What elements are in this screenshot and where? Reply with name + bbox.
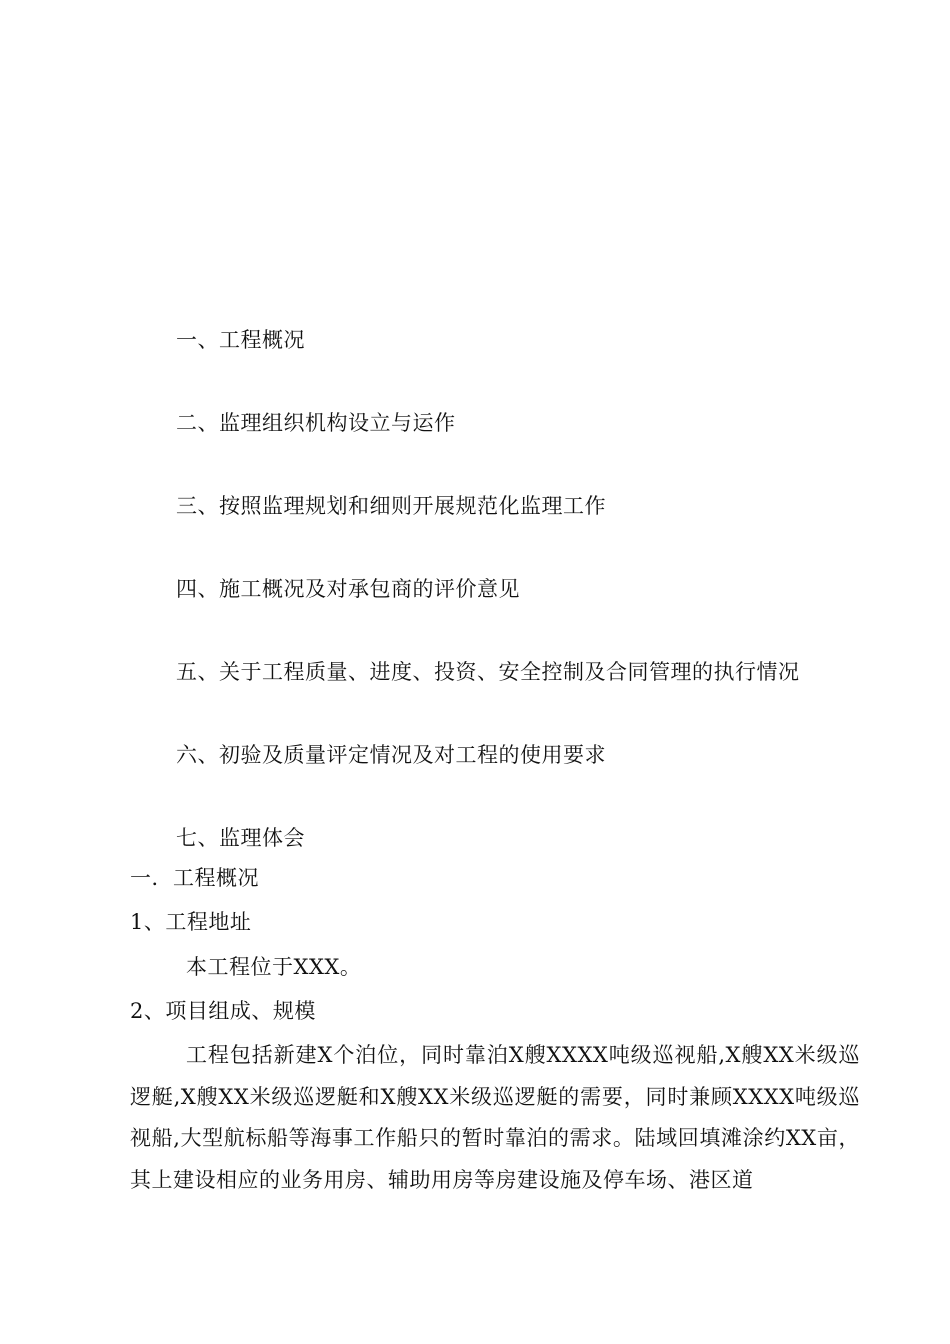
toc-item-7: 七、监理体会 — [176, 826, 305, 850]
scale-paragraph: 工程包括新建X个泊位，同时靠泊X艘XXXX吨级巡视船,X艘XX米级巡逻艇,X艘XX米级巡逻艇和X艘XX米级巡逻艇的需要，同时兼顾XXXX吨级巡视船,大型航标船等海事工作船只的暂时靠泊的需求。陆域回填滩涂约XX亩，其上建设相应的业务用房、辅助用房等房建设施及停车场、港区道 — [130, 1043, 860, 1192]
toc-item-2: 二、监理组织机构设立与运作 — [176, 411, 456, 435]
address-text: 本工程位于XXX。 — [186, 955, 362, 979]
toc-item-6: 六、初验及质量评定情况及对工程的使用要求 — [176, 743, 606, 767]
toc-item-5: 五、关于工程质量、进度、投资、安全控制及合同管理的执行情况 — [176, 660, 800, 684]
section-heading: 一．工程概况 — [130, 866, 259, 890]
toc-item-1: 一、工程概况 — [176, 328, 305, 352]
subsection-heading-address: 1、工程地址 — [130, 910, 252, 934]
toc-item-3: 三、按照监理规划和细则开展规范化监理工作 — [176, 494, 606, 518]
toc-item-4: 四、施工概况及对承包商的评价意见 — [176, 577, 520, 601]
subsection-heading-scale: 2、项目组成、规模 — [130, 999, 316, 1023]
